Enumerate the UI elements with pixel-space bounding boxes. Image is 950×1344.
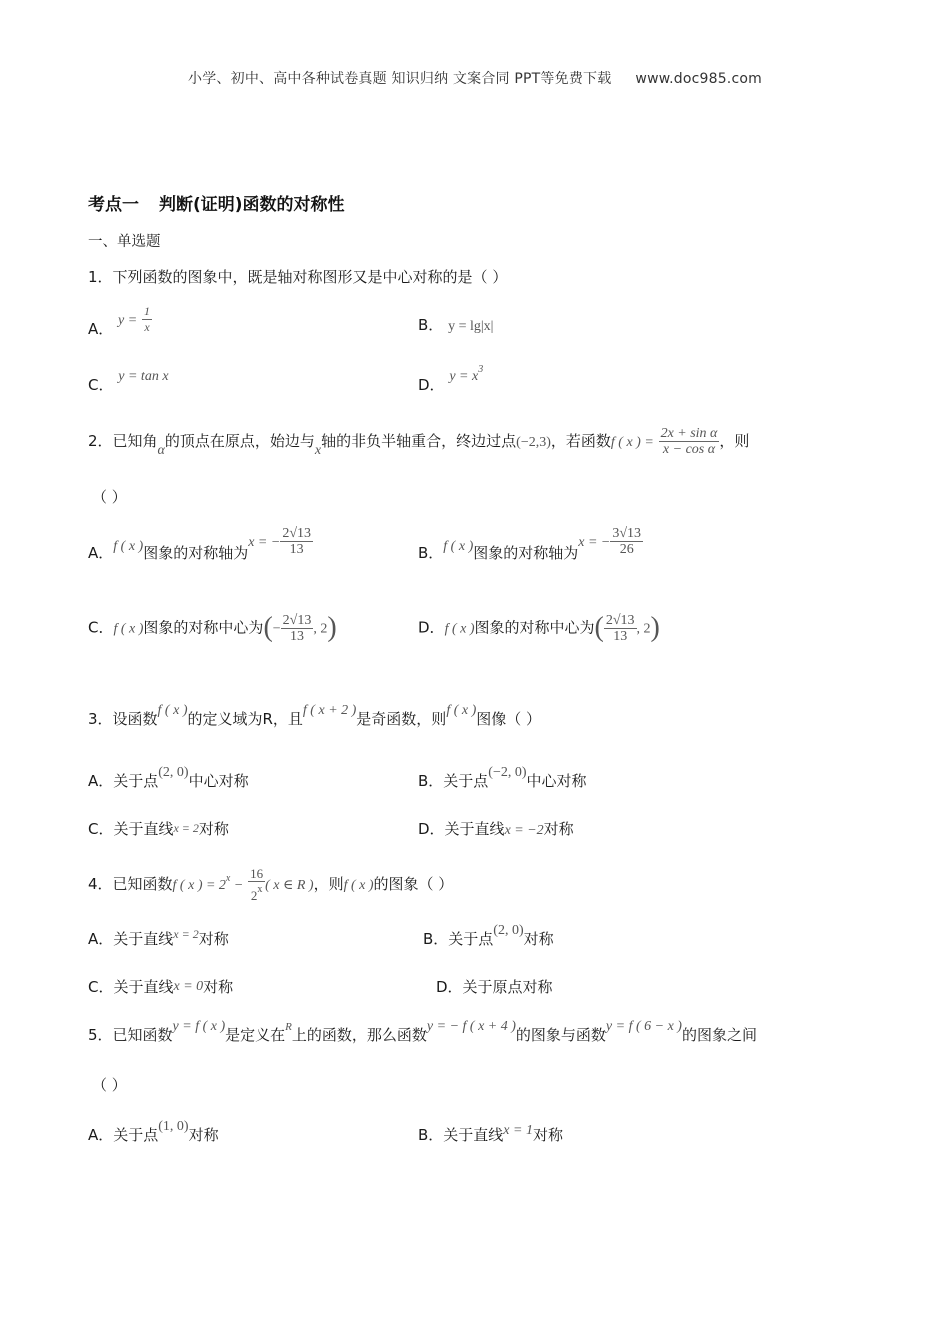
q5-stem: 5．已知函数y = f ( x )是定义在$^R$上的函数，那么函数y = − f ( x + 4 )的图象与函数y = f ( 6 − x )的图象之间: [88, 1019, 757, 1044]
q4-option-c: C．关于直线x = 0对称: [88, 978, 234, 996]
q3-option-d: D．关于直线x = −2对称: [418, 820, 574, 838]
q2-option-b: B．f ( x )图象的对称轴为x = − $\frac{3√13}{26}$: [418, 526, 642, 562]
topic-label: 考点一: [88, 195, 139, 215]
q5-answer-paren: （ ）: [92, 1076, 127, 1094]
q5-option-b: B．关于直线x = 1对称: [418, 1123, 563, 1144]
q2-stem: 2．已知角α的顶点在原点，始边与x轴的非负半轴重合，终边过点(−2,3)，若函数f ( x ) = $\frac{\text{2x + sin α}}{\text{x − cos α}}$ ，则: [88, 426, 750, 458]
q4-option-b: B．关于点(2, 0)对称: [423, 923, 554, 948]
q2-option-d: D．f ( x )图象的对称中心为( $\frac{2√13}{13}$ , 2): [418, 612, 660, 644]
q1-stem: 1．下列函数的图象中，既是轴对称图形又是中心对称的是（ ）: [88, 268, 508, 286]
q4-option-a: A．关于直线$^{x = 2}$对称: [88, 927, 229, 948]
section-title: 一、单选题: [88, 234, 161, 250]
topic-heading: [88, 190, 345, 215]
q1-option-d: D． $y = x^3$: [418, 364, 484, 394]
q1-option-a: A． y = $\frac{1}{x}$: [88, 304, 150, 338]
q2-option-a: A．f ( x )图象的对称轴为x = − $\frac{2√13}{13}$: [88, 526, 312, 562]
q3-option-a: A．关于点(2, 0)中心对称: [88, 765, 249, 790]
q3-option-c: C．关于直线x = 2对称: [88, 820, 229, 838]
q3-option-b: B．关于点(−2, 0)中心对称: [418, 765, 587, 790]
page-header: [0, 68, 950, 88]
q3-stem: 3．设函数f ( x )的定义域为R，且f ( x + 2 )是奇函数，则f ( x )图像（ ）: [88, 703, 542, 728]
q4-stem: 4．已知函数f ( x ) = $2^x$ − $\frac{16}{2^x}$ ( x ∈ R )，则f ( x )的图象（ ）: [88, 866, 454, 903]
header-url: www.doc985.com: [635, 71, 762, 87]
q2-option-c: C．f ( x )图象的对称中心为(− $\frac{2√13}{13}$ , 2): [88, 612, 337, 644]
topic-title: 判断(证明)函数的对称性: [159, 195, 345, 215]
q1-option-b: B． y = lg|x|: [418, 316, 494, 334]
q1-option-c: C． y = tan x: [88, 369, 169, 394]
q2-answer-paren: （ ）: [92, 488, 127, 506]
header-left-text: 小学、初中、高中各种试卷真题 知识归纳 文案合同 PPT等免费下载: [188, 71, 612, 87]
q5-option-a: A．关于点(1, 0)对称: [88, 1119, 219, 1144]
q4-option-d: D．关于原点对称: [436, 978, 553, 996]
